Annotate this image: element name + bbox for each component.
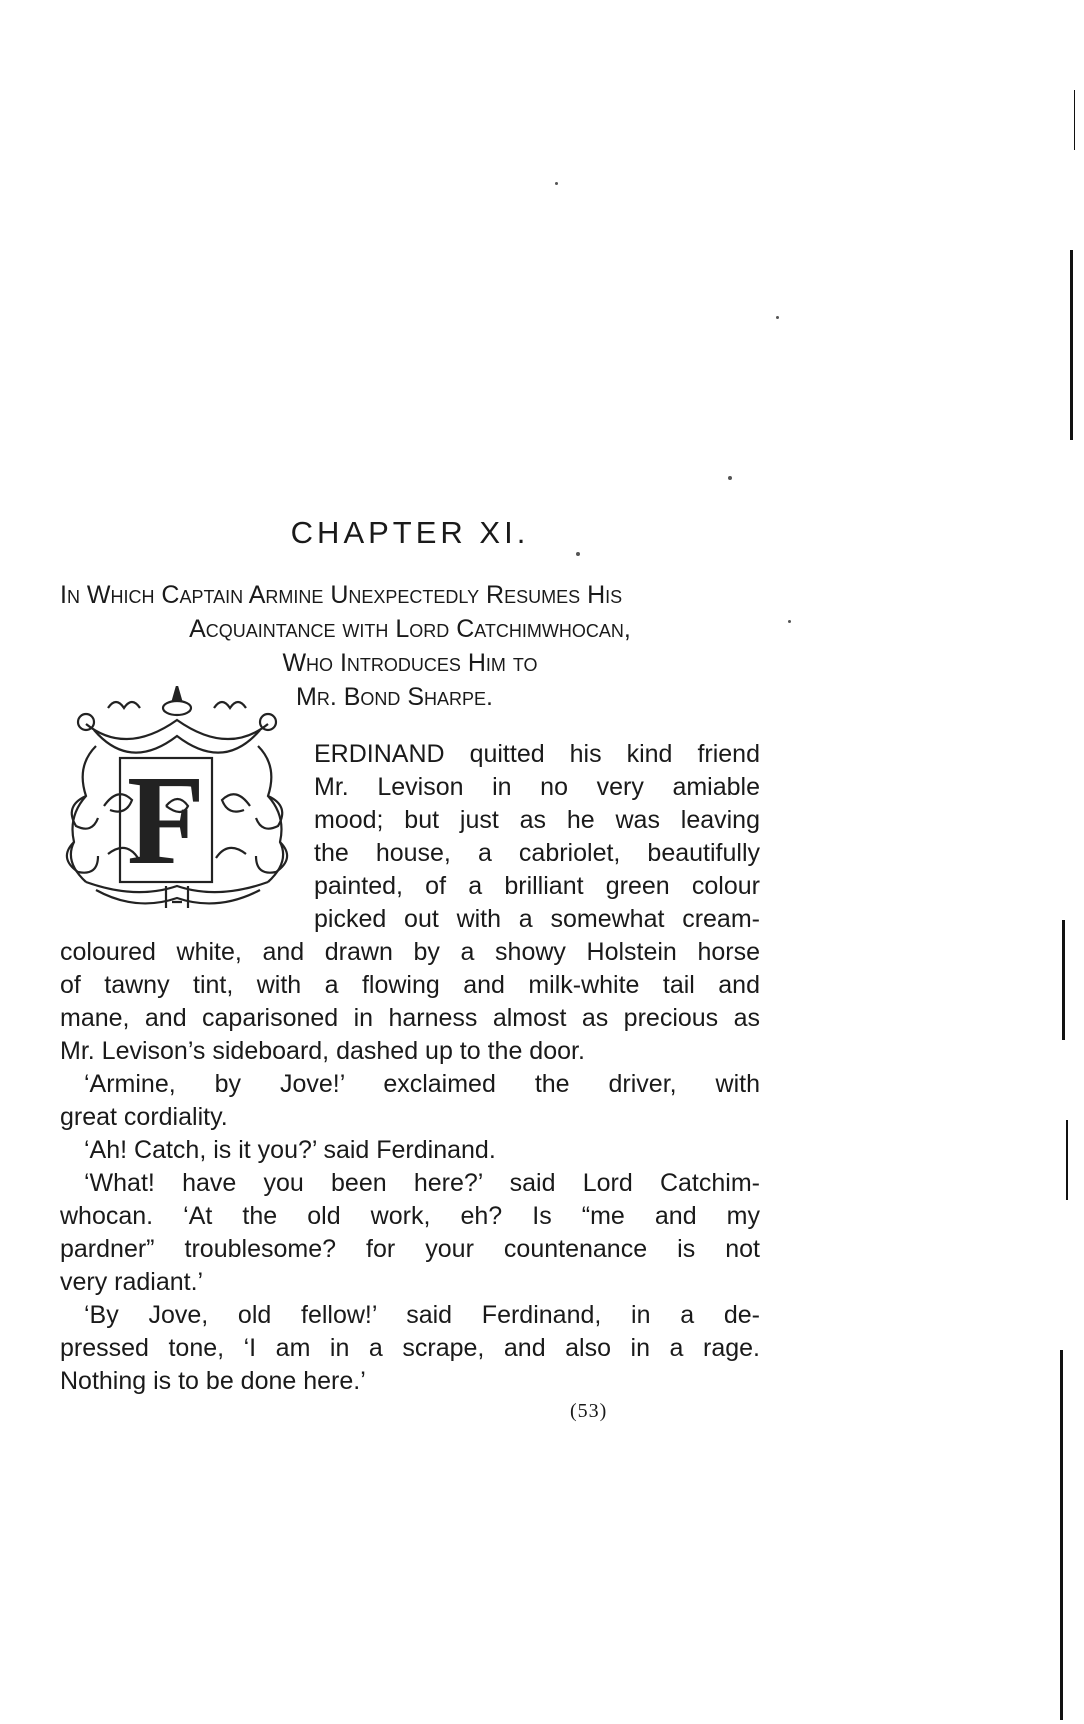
paragraph bbox=[60, 1068, 760, 1134]
scan-speck bbox=[576, 552, 580, 556]
text-line: coloured white, and drawn by a showy Holstein horse bbox=[60, 938, 760, 966]
text-line: great cordiality. bbox=[60, 1103, 228, 1131]
scan-edge-mark bbox=[1062, 920, 1065, 1040]
scan-speck bbox=[555, 182, 558, 185]
text-line: mane, and caparisoned in harness almost as precious as bbox=[60, 1004, 760, 1032]
text-line: very radiant.’ bbox=[60, 1268, 204, 1296]
text-line: Nothing is to be done here.’ bbox=[60, 1367, 366, 1395]
chapter-subtitle-line: Acquaintance with Lord Catchimwhocan, bbox=[189, 615, 631, 643]
text-line: ‘What! have you been here?’ said Lord Catchim- bbox=[84, 1169, 760, 1197]
text-line: pardner” troublesome? for your countenance is not bbox=[60, 1235, 760, 1263]
chapter-subtitle-line: In Which Captain Armine Unexpectedly Resumes His bbox=[60, 581, 623, 609]
text-line: painted, of a brilliant green colour bbox=[314, 872, 760, 900]
text-line: Mr. Levison’s sideboard, dashed up to the door. bbox=[60, 1037, 585, 1065]
scan-edge-mark bbox=[1074, 90, 1075, 150]
text-line: pressed tone, ‘I am in a scrape, and also in a rage. bbox=[60, 1334, 760, 1362]
text-line: mood; but just as he was leaving bbox=[314, 806, 760, 834]
text-line: whocan. ‘At the old work, eh? Is “me and my bbox=[60, 1202, 760, 1230]
paragraph bbox=[60, 1134, 760, 1167]
paragraph bbox=[60, 738, 760, 1068]
paragraph bbox=[60, 1299, 760, 1398]
drop-cap-letter: F bbox=[126, 749, 206, 891]
scan-speck bbox=[788, 620, 791, 623]
scan-edge-mark bbox=[1060, 1350, 1063, 1720]
text-line: picked out with a somewhat cream- bbox=[314, 905, 760, 933]
chapter-subtitle-line: Mr. Bond Sharpe. bbox=[296, 683, 493, 711]
text-line: ‘Armine, by Jove!’ exclaimed the driver, with bbox=[84, 1070, 760, 1098]
scan-speck bbox=[728, 476, 732, 480]
chapter-subtitle-line: Who Introduces Him to bbox=[282, 649, 538, 677]
text-line: ‘By Jove, old fellow!’ said Ferdinand, in a de- bbox=[84, 1301, 760, 1329]
text-line: ‘Ah! Catch, is it you?’ said Ferdinand. bbox=[84, 1136, 496, 1164]
text-line: Mr. Levison in no very amiable bbox=[314, 773, 760, 801]
scan-edge-mark bbox=[1066, 1120, 1068, 1200]
text-line: ERDINAND quitted his kind friend bbox=[314, 740, 760, 768]
scan-edge-mark bbox=[1070, 250, 1073, 440]
chapter-title: CHAPTER XI. bbox=[290, 515, 530, 550]
text-line: the house, a cabriolet, beautifully bbox=[314, 839, 760, 867]
paragraph bbox=[60, 1167, 760, 1299]
page-number: (53) bbox=[570, 1400, 608, 1422]
text-line: of tawny tint, with a flowing and milk-white tail and bbox=[60, 971, 760, 999]
body-text bbox=[60, 738, 760, 1398]
scan-speck bbox=[776, 316, 779, 319]
